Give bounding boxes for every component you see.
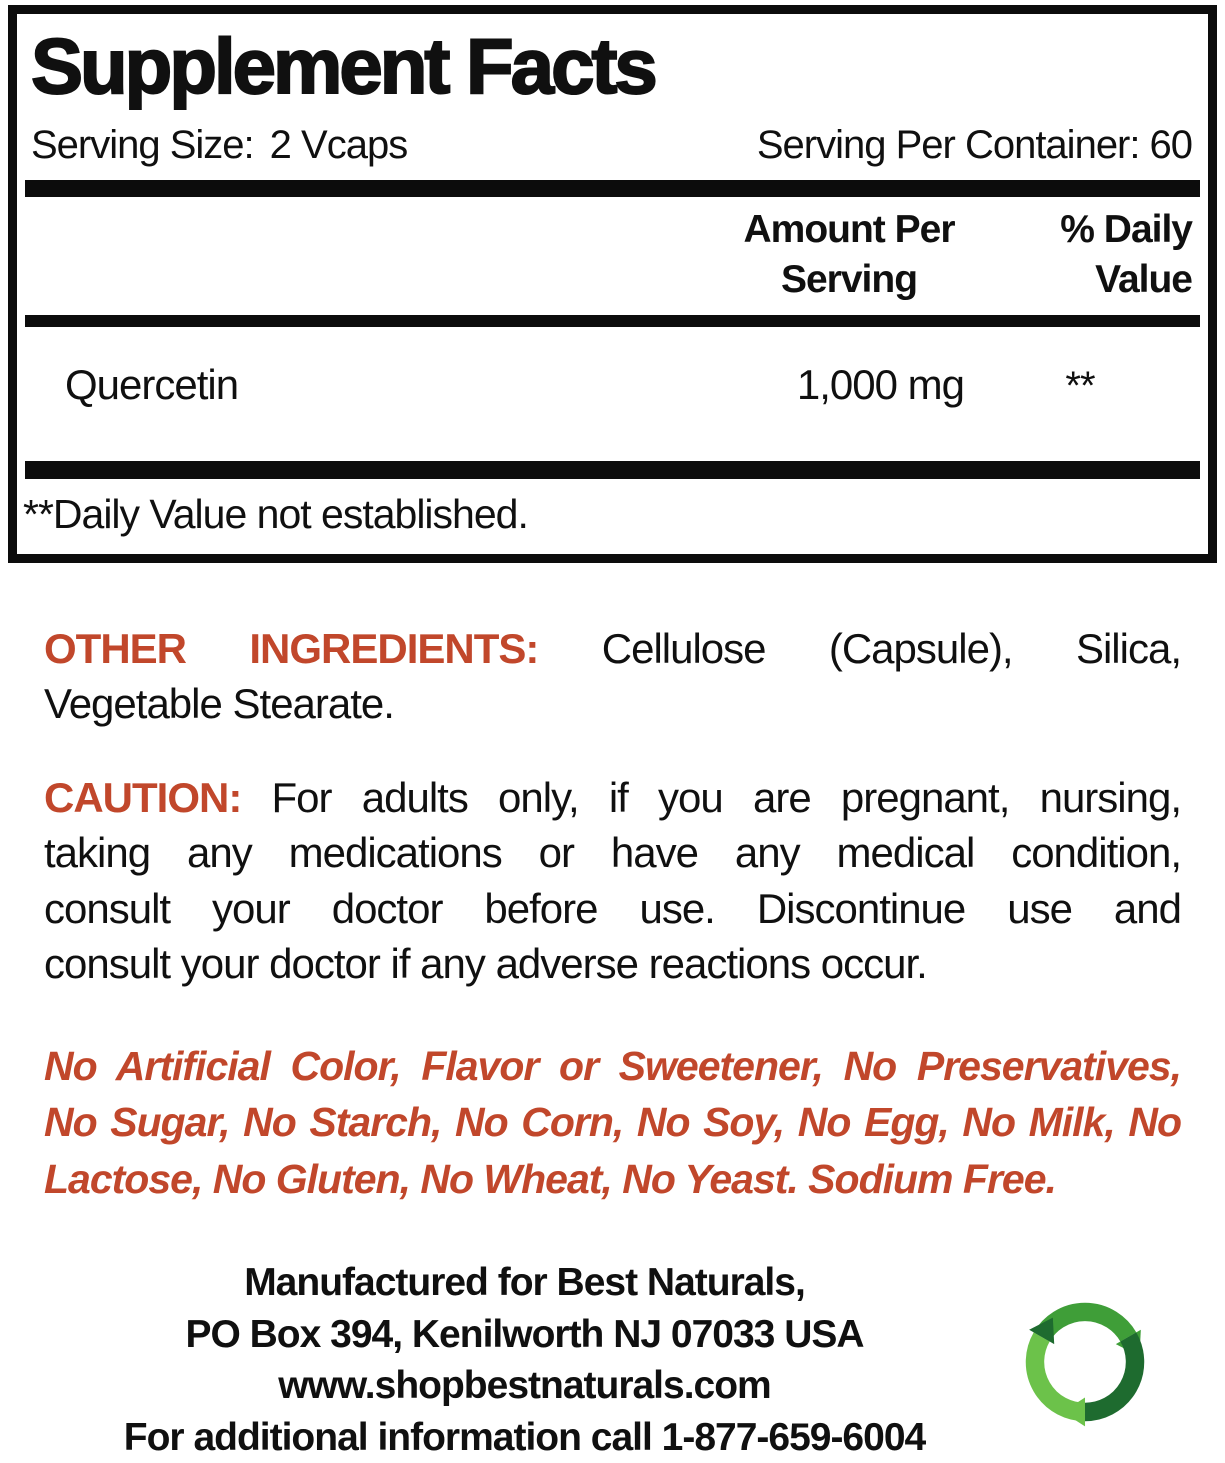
supplement-facts-title: Supplement Facts [31,22,655,110]
nutrient-name: Quercetin [65,360,239,408]
amount-header-line1: Amount Per [743,208,955,252]
table-row [29,327,1196,461]
serving-size-label: Serving Size: [31,123,254,168]
servings-per-container-label: Serving Per Container: [756,123,1140,168]
dv-header-line2: Value [1095,258,1192,302]
other-ingredients-line-2: Vegetable Stearate. [44,680,394,728]
servings-per-container [757,123,1192,168]
page-root [0,5,1225,1459]
other-ingredients-paragraph [44,621,1181,732]
claims-line-1: No Artificial Color, Flavor or Sweetener, No Preservatives, [44,1042,1181,1089]
nutrient-amount: 1,000 mg [796,360,964,408]
divider-medium [25,315,1200,327]
serving-size-value: 2 Vcaps [269,123,408,168]
serving-info-row [31,123,1192,168]
caution-line-2: taking any medications or have any medical condition, [44,829,1181,877]
dv-header-line1: % Daily [1060,208,1192,252]
claims-line-3: Lactose, No Gluten, No Wheat, No Yeast. Sodium Free. [44,1155,1056,1202]
manufacturer-info [44,1257,1005,1463]
nutrient-daily-value: ** [1065,363,1095,408]
footer-line-address: PO Box 394, Kenilworth NJ 07033 USA [185,1312,864,1356]
other-ingredients-label: OTHER INGREDIENTS: [44,624,539,672]
other-ingredients-text: Cellulose (Capsule), Silica, [601,624,1181,672]
caution-label: CAUTION: [44,773,242,821]
claims-paragraph [44,1038,1181,1208]
footer-block [44,1257,1181,1463]
claims-line-2: No Sugar, No Starch, No Corn, No Soy, No Egg, No Milk, No [44,1099,1181,1146]
recycle-icon [989,1279,1181,1437]
daily-value-footnote: **Daily Value not established. [23,490,528,537]
supplement-facts-panel [8,5,1217,563]
divider-thick-top [25,180,1200,197]
servings-per-container-value: 60 [1149,123,1192,168]
footer-line-phone: For additional information call 1-877-659-6004 [123,1415,926,1459]
other-ingredients-line-1 [44,621,1181,676]
percent-daily-value-header [964,205,1196,305]
amount-header-line2: Serving [780,258,918,302]
table-header-row [29,197,1196,315]
caution-line-1 [44,770,1181,825]
label-body [0,621,1225,1463]
amount-per-serving-header [734,205,964,305]
caution-paragraph [44,770,1181,992]
serving-size [31,123,407,168]
caution-text: For adults only, if you are pregnant, nursing, [271,773,1182,821]
footer-line-website: www.shopbestnaturals.com [278,1364,771,1408]
footer-line-manufacturer: Manufactured for Best Naturals, [244,1261,805,1305]
caution-line-3: consult your doctor before use. Discontinue use and [44,884,1181,932]
caution-line-4: consult your doctor if any adverse reactions occur. [44,940,927,988]
divider-thick-bottom [25,461,1200,479]
